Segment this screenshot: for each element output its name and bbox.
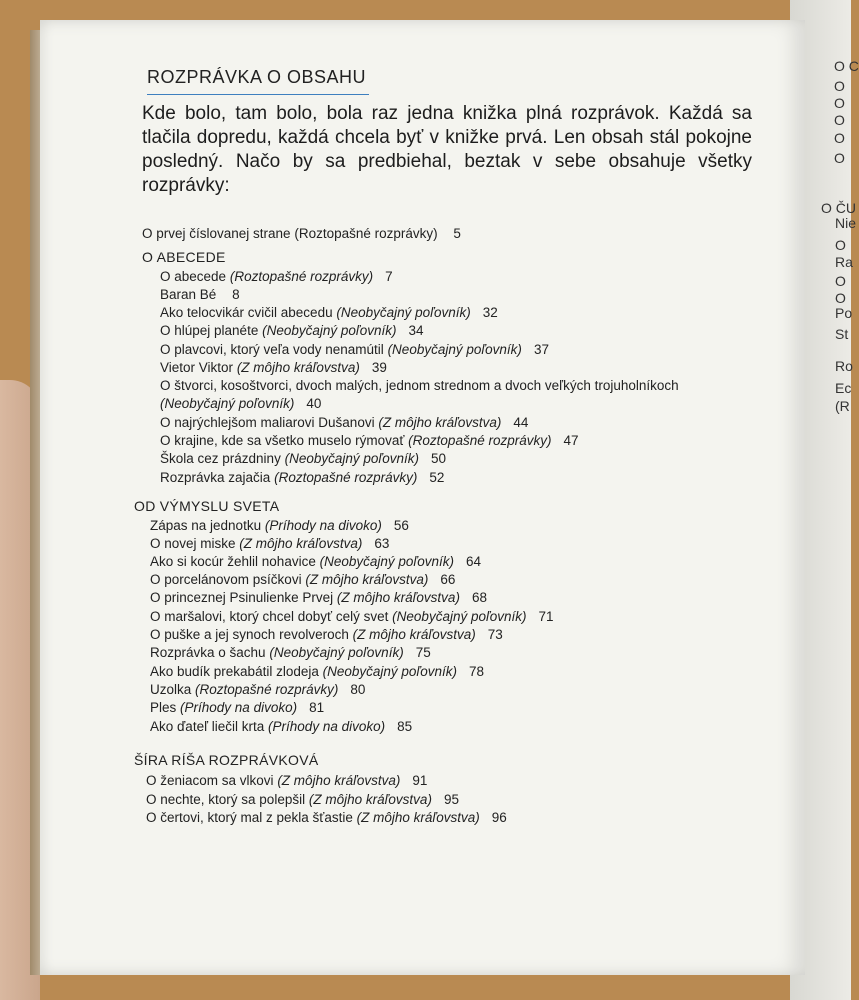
entry-page: 91 (412, 773, 428, 788)
entry-source: (Neobyčajný poľovník) (319, 554, 454, 569)
entry-title: Ples (150, 700, 177, 715)
entry-source: (Príhody na divoko) (180, 700, 298, 715)
title-underline (147, 94, 369, 95)
entry-title: O štvorci, kosoštvorci, dvoch malých, jednom strednom a dvoch veľkých trojuholníkoch (160, 378, 679, 393)
entry-title: Uzolka (150, 682, 192, 697)
toc-entry (160, 287, 240, 302)
entry-page: 96 (491, 810, 507, 825)
section-heading: ŠÍRA RÍŠA ROZPRÁVKOVÁ (134, 752, 319, 768)
right-page-fragment: O (835, 237, 846, 253)
entry-title: Ako si kocúr žehlil nohavice (150, 554, 316, 569)
right-page-fragment: O (834, 78, 845, 94)
entry-page: 50 (430, 451, 446, 466)
right-page-fragment: O C (834, 58, 859, 74)
toc-entry (150, 682, 365, 697)
entry-page: 75 (415, 645, 431, 660)
entry-page: 85 (397, 719, 413, 734)
entry-title: O ženiacom sa vlkovi (146, 773, 274, 788)
entry-page: 68 (471, 590, 487, 605)
entry-source: (Neobyčajný poľovník) (160, 396, 295, 411)
entry-source: (Z môjho kráľovstva) (305, 572, 429, 587)
entry-source: (Príhody na divoko) (268, 719, 386, 734)
right-page-fragment: O (835, 273, 846, 289)
toc-entry (146, 792, 459, 807)
toc-entry (150, 554, 481, 569)
entry-source: (Neobyčajný poľovník) (284, 451, 419, 466)
entry-source: (Roztopašné rozprávky) (229, 269, 374, 284)
right-page-fragment: O (834, 130, 845, 146)
entry-page: 80 (350, 682, 366, 697)
entry-page: 71 (538, 609, 554, 624)
entry-title: O najrýchlejšom maliarovi Dušanovi (160, 415, 375, 430)
entry-title: Škola cez prázdniny (160, 451, 281, 466)
entry-source: (Roztopašné rozprávky) (294, 226, 438, 241)
entry-source: (Neobyčajný poľovník) (269, 645, 404, 660)
entry-source: (Neobyčajný poľovník) (262, 323, 397, 338)
entry-title: O plavcovi, ktorý veľa vody nenamútil (160, 342, 384, 357)
entry-page: 32 (482, 305, 498, 320)
right-page-fragment: O (834, 95, 845, 111)
toc-entry (160, 323, 424, 338)
toc-entry (150, 590, 487, 605)
toc-entry (150, 627, 503, 642)
toc-entry (150, 645, 431, 660)
entry-source: (Roztopašné rozprávky) (274, 470, 418, 485)
right-page-fragment: St (835, 326, 849, 342)
entry-source: (Z môjho kráľovstva) (336, 590, 460, 605)
toc-entry (160, 378, 691, 393)
right-page-fragment: Ra (835, 254, 853, 270)
entry-page: 34 (408, 323, 424, 338)
entry-title: Ako ďateľ liečil krta (150, 719, 265, 734)
toc-entry (150, 609, 554, 624)
entry-title: O krajine, kde sa všetko muselo rýmovať (160, 433, 405, 448)
toc-entry (150, 572, 455, 587)
entry-page: 52 (429, 470, 445, 485)
entry-source: (Z môjho kráľovstva) (239, 536, 363, 551)
entry-page: 73 (487, 627, 503, 642)
toc-entry (142, 226, 461, 241)
entry-source: (Z môjho kráľovstva) (236, 360, 360, 375)
entry-page: 56 (393, 518, 409, 533)
entry-page: 78 (469, 664, 485, 679)
entry-source: (Neobyčajný poľovník) (322, 664, 457, 679)
entry-page: 81 (309, 700, 325, 715)
right-page-fragment: Ec (835, 380, 852, 396)
page-title: ROZPRÁVKA O OBSAHU (147, 67, 367, 87)
entry-title: Baran Bé (160, 287, 217, 302)
toc-entry (150, 536, 389, 551)
entry-source: (Roztopašné rozprávky) (195, 682, 339, 697)
entry-title: O abecede (160, 269, 227, 284)
toc-entry (150, 700, 324, 715)
toc-entry (160, 433, 579, 448)
entry-page: 8 (232, 287, 240, 302)
entry-title: Rozprávka zajačia (160, 470, 271, 485)
book-page (40, 20, 805, 975)
right-page-fragment: (R (835, 398, 850, 414)
entry-source: (Z môjho kráľovstva) (277, 773, 401, 788)
toc-entry (160, 396, 321, 411)
entry-title: O puške a jej synoch revolveroch (150, 627, 349, 642)
entry-page: 44 (513, 415, 529, 430)
entry-title: O hlúpej planéte (160, 323, 259, 338)
right-page-fragment: Nie (835, 215, 857, 231)
right-page-fragment: Po (835, 305, 853, 321)
entry-source: (Z môjho kráľovstva) (308, 792, 432, 807)
entry-source: (Z môjho kráľovstva) (378, 415, 502, 430)
toc-entry (146, 773, 427, 788)
section-heading: OD VÝMYSLU SVETA (134, 498, 280, 514)
toc-entry (160, 451, 446, 466)
entry-title: O prvej číslovanej strane (142, 226, 291, 241)
entry-title: Ako telocvikár cvičil abecedu (160, 305, 333, 320)
entry-page: 40 (306, 396, 322, 411)
entry-source: (Neobyčajný poľovník) (387, 342, 522, 357)
section-heading: O ABECEDE (142, 249, 226, 265)
entry-title: Ako budík prekabátil zlodeja (150, 664, 319, 679)
right-page-fragment: O (834, 112, 845, 128)
entry-page: 95 (443, 792, 459, 807)
intro-paragraph: Kde bolo, tam bolo, bola raz jedna knižka plná rozprávok. Každá sa tlačila dopredu, každá chcela byť v knižke prvá. Len obsah stál pokojne posledný. Načo by sa predbiehal, beztak v sebe obsahuje všetky rozprávky: (142, 103, 752, 196)
entry-title: O čertovi, ktorý mal z pekla šťastie (146, 810, 353, 825)
entry-source: (Z môjho kráľovstva) (356, 810, 480, 825)
right-page-fragment: O ČU (821, 200, 856, 216)
entry-page: 5 (453, 226, 461, 241)
toc-entry (160, 305, 498, 320)
entry-page: 47 (563, 433, 579, 448)
entry-page: 37 (533, 342, 549, 357)
toc-entry (150, 719, 412, 734)
entry-page: 39 (371, 360, 387, 375)
entry-title: Vietor Viktor (160, 360, 234, 375)
right-page-fragment: Ro (835, 358, 853, 374)
entry-title: O princeznej Psinulienke Prvej (150, 590, 334, 605)
toc-entry (160, 415, 528, 430)
entry-title: O nechte, ktorý sa polepšil (146, 792, 306, 807)
entry-source: (Príhody na divoko) (264, 518, 382, 533)
right-page-fragment: O (834, 150, 845, 166)
entry-page: 63 (374, 536, 390, 551)
toc-entry (150, 664, 484, 679)
toc-entry (160, 360, 387, 375)
entry-page: 64 (465, 554, 482, 569)
entry-page: 66 (440, 572, 456, 587)
right-page-fragment: O (835, 290, 846, 306)
toc-entry (150, 518, 409, 533)
toc-entry (146, 810, 507, 825)
toc-entry (160, 269, 393, 284)
entry-source: (Roztopašné rozprávky) (408, 433, 552, 448)
entry-page: 7 (385, 269, 393, 284)
toc-entry (160, 470, 444, 485)
entry-title: O novej miske (150, 536, 236, 551)
entry-source: (Neobyčajný poľovník) (336, 305, 471, 320)
entry-title: O porcelánovom psíčkovi (150, 572, 302, 587)
toc-entry (160, 342, 549, 357)
entry-title: Zápas na jednotku (150, 518, 262, 533)
entry-title: O maršalovi, ktorý chcel dobyť celý svet (150, 609, 389, 624)
entry-source: (Z môjho kráľovstva) (352, 627, 476, 642)
entry-title: Rozprávka o šachu (150, 645, 266, 660)
entry-source: (Neobyčajný poľovník) (392, 609, 527, 624)
